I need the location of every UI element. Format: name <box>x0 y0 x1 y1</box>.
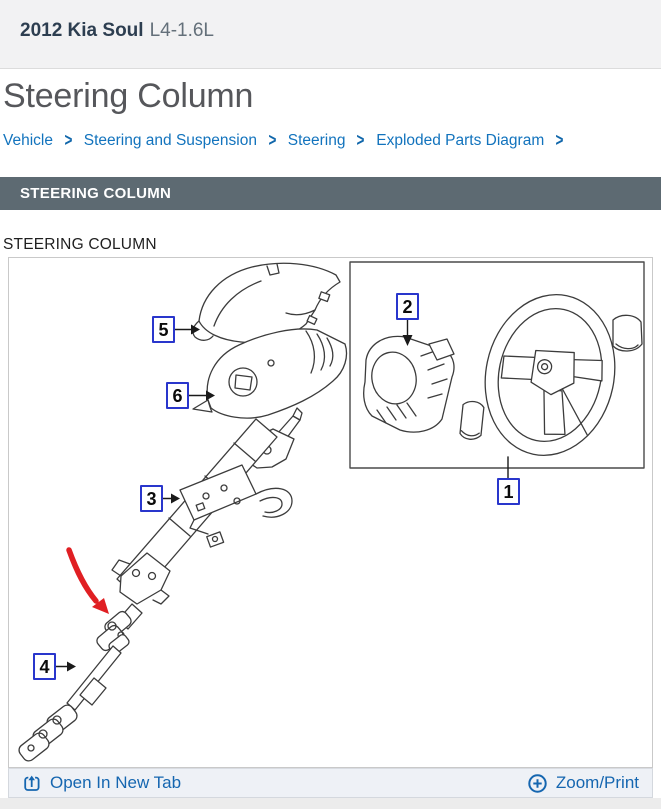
breadcrumb-link-exploded-parts-diagram[interactable]: Exploded Parts Diagram <box>376 132 545 149</box>
parts-diagram-svg <box>9 258 652 767</box>
engine-label: L4-1.6L <box>149 20 215 41</box>
svg-text:3: 3 <box>146 489 157 509</box>
zoom-print-label: Zoom/Print <box>555 773 639 792</box>
chevron-right-icon: > <box>268 129 277 152</box>
airbag-module-drawing <box>364 336 454 432</box>
highlight-arrow <box>69 550 109 614</box>
page-bottom-strip <box>0 798 661 809</box>
breadcrumb <box>3 129 661 152</box>
zoom-print-button[interactable] <box>527 773 639 794</box>
callout-6 <box>167 383 188 408</box>
chevron-right-icon: > <box>64 129 73 152</box>
callout-4 <box>34 654 55 679</box>
svg-text:2: 2 <box>402 297 413 317</box>
page-title: Steering Column <box>3 77 254 115</box>
vehicle-header <box>0 0 661 69</box>
callout-2 <box>397 294 418 319</box>
diagram-heading: STEERING COLUMN <box>3 236 157 253</box>
lower-column-cover-drawing <box>193 329 347 418</box>
intermediate-shaft-drawing <box>17 633 131 763</box>
callout-1 <box>498 479 519 504</box>
circle-plus-icon <box>527 773 548 794</box>
chevron-right-icon: > <box>356 129 365 152</box>
chevron-right-icon: > <box>555 129 564 152</box>
breadcrumb-link-vehicle[interactable]: Vehicle <box>3 132 53 149</box>
svg-text:1: 1 <box>503 482 514 502</box>
callout-3 <box>141 486 162 511</box>
svg-text:4: 4 <box>39 657 50 677</box>
vehicle-name: 2012 Kia Soul <box>20 20 144 41</box>
open-in-new-tab-button[interactable] <box>22 773 181 793</box>
diagram-panel <box>8 257 653 768</box>
breadcrumb-link-steering[interactable]: Steering <box>287 132 346 149</box>
diagram-action-bar <box>8 768 653 798</box>
section-banner-label: STEERING COLUMN <box>20 185 172 202</box>
open-in-new-tab-label: Open In New Tab <box>50 773 182 792</box>
open-in-new-tab-icon <box>22 773 42 793</box>
callout-5 <box>153 317 174 342</box>
breadcrumb-link-steering-and-suspension[interactable]: Steering and Suspension <box>83 132 257 149</box>
svg-text:6: 6 <box>172 386 183 406</box>
section-banner <box>0 177 661 210</box>
steering-column-assembly-drawing <box>95 419 292 652</box>
svg-text:5: 5 <box>158 320 169 340</box>
